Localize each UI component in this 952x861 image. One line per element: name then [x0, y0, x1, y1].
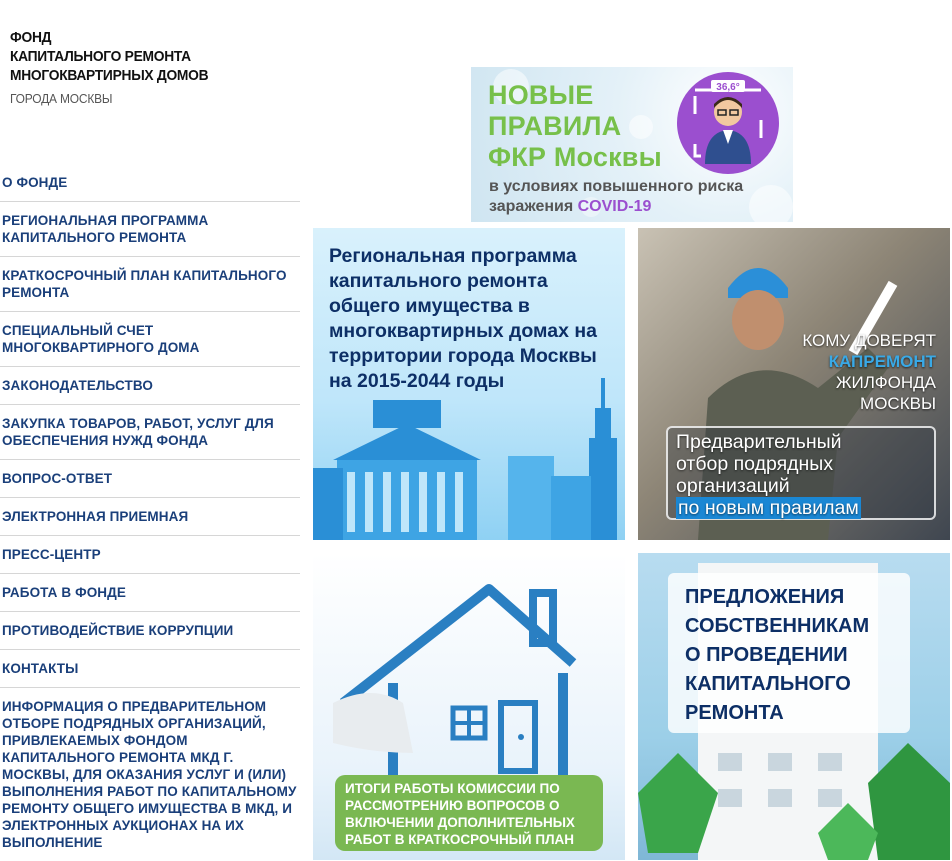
nav-item-e-reception[interactable]: ЭЛЕКТРОННАЯ ПРИЕМНАЯ [0, 498, 300, 536]
nav-item-contractor-selection[interactable]: ИНФОРМАЦИЯ О ПРЕДВАРИТЕЛЬНОМ ОТБОРЕ ПОДРЯДНЫХ ОРГАНИЗАЦИЙ, ПРИВЛЕКАЕМЫХ ФОНДОМ КАПИТАЛЬНОГО РЕМОНТА МКД Г. МОСКВЫ, ДЛЯ ОКАЗАНИЯ УСЛУГ И (ИЛИ) ВЫПОЛНЕНИЯ РАБОТ ПО КАПИТАЛЬНОМУ РЕМОНТУ ОБЩЕГО ИМУЩЕСТВА В МКД, И ЭЛЕКТРОННЫХ АУКЦИОНАХ НА ИХ ВЫПОЛНЕНИЕ [2, 699, 297, 850]
covid-rules-banner[interactable] [471, 67, 793, 222]
nav-item-anti-corruption[interactable]: ПРОТИВОДЕЙСТВИЕ КОРРУПЦИИ [0, 612, 300, 650]
nav-item-about[interactable]: О ФОНДЕ [0, 164, 300, 202]
nav-item-regional-program[interactable]: РЕГИОНАЛЬНАЯ ПРОГРАММА КАПИТАЛЬНОГО РЕМОНТА [0, 202, 300, 257]
covid-title: НОВЫЕ ПРАВИЛА ФКР Москвы [488, 80, 662, 172]
nav-item-legislation[interactable]: ЗАКОНОДАТЕЛЬСТВО [0, 367, 300, 405]
preliminary-selection-box: Предварительный отбор подрядных организаций по новым правилам [666, 426, 936, 520]
proposals-text: ПРЕДЛОЖЕНИЯ СОБСТВЕННИКАМ О ПРОВЕДЕНИИ КАПИТАЛЬНОГО РЕМОНТА [685, 586, 870, 724]
svg-text:36,6°: 36,6° [716, 82, 740, 93]
nav-item-faq[interactable]: ВОПРОС-ОТВЕТ [0, 460, 300, 498]
commission-results-box [335, 775, 603, 851]
sidebar-nav [0, 164, 300, 861]
logo-subtitle: ГОРОДА МОСКВЫ [10, 91, 113, 106]
logo-line-1: ФОНД [10, 29, 52, 46]
regional-program-text: Региональная программа капитального ремонта общего имущества в многоквартирных домах на территории города Москвы на 2015-2044 годы [329, 245, 597, 392]
nav-item-contacts[interactable]: КОНТАКТЫ [0, 650, 300, 688]
nav-item-procurement[interactable]: ЗАКУПКА ТОВАРОВ, РАБОТ, УСЛУГ ДЛЯ ОБЕСПЕЧЕНИЯ НУЖД ФОНДА [0, 405, 300, 460]
logo-line-3: МНОГОКВАРТИРНЫХ ДОМОВ [10, 67, 209, 84]
nav-item-press-center[interactable]: ПРЕСС-ЦЕНТР [0, 536, 300, 574]
nav-item-short-term-plan[interactable]: КРАТКОСРОЧНЫЙ ПЛАН КАПИТАЛЬНОГО РЕМОНТА [0, 257, 300, 312]
regional-program-banner[interactable] [313, 228, 625, 540]
commission-results-banner[interactable] [313, 553, 625, 860]
logo-line-2: КАПИТАЛЬНОГО РЕМОНТА [10, 48, 191, 65]
owner-proposals-banner[interactable] [638, 553, 950, 860]
trust-caption: КОМУ ДОВЕРЯТ КАПРЕМОНТ ЖИЛФОНДА МОСКВЫ [802, 331, 936, 413]
nav-item-careers[interactable]: РАБОТА В ФОНДЕ [0, 574, 300, 612]
moscow-skyline-icon [313, 228, 625, 540]
commission-results-text: ИТОГИ РАБОТЫ КОМИССИИ ПО РАССМОТРЕНИЮ ВОПРОСОВ О ВКЛЮЧЕНИИ ДОПОЛНИТЕЛЬНЫХ РАБОТ В КРАТКОСРОЧНЫЙ ПЛАН [345, 781, 575, 847]
covid-subtitle: в условиях повышенного риска заражения COVID-19 [489, 178, 744, 215]
thermometer-person-icon [677, 72, 779, 174]
site-logo[interactable] [10, 28, 226, 106]
contractor-selection-banner[interactable] [638, 228, 950, 540]
nav-item-special-account[interactable]: СПЕЦИАЛЬНЫЙ СЧЕТ МНОГОКВАРТИРНОГО ДОМА [0, 312, 300, 367]
